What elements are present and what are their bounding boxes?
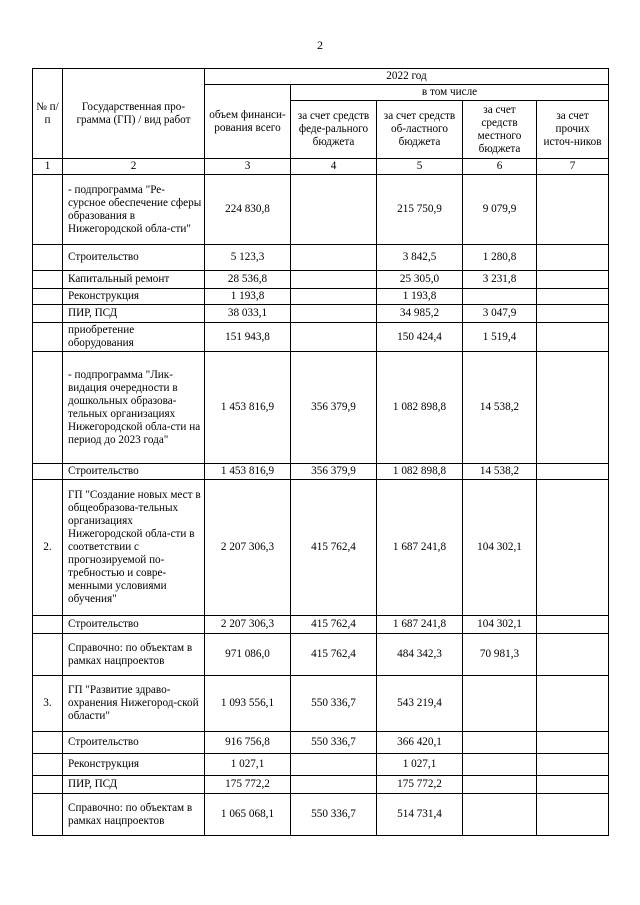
other-value	[537, 732, 609, 754]
row-name: ПИР, ПСД	[63, 305, 205, 323]
other-value	[537, 616, 609, 634]
col-index: 3	[205, 159, 291, 175]
regional-value: 543 219,4	[377, 676, 463, 732]
regional-value: 3 842,5	[377, 245, 463, 271]
other-value	[537, 175, 609, 245]
other-value	[537, 464, 609, 480]
other-value	[537, 305, 609, 323]
row-name: Строительство	[63, 616, 205, 634]
federal-value	[291, 323, 377, 352]
total-value: 2 207 306,3	[205, 616, 291, 634]
total-value: 1 027,1	[205, 754, 291, 776]
regional-value: 1 687 241,8	[377, 616, 463, 634]
other-value	[537, 289, 609, 305]
table-row	[33, 305, 609, 323]
local-value: 14 538,2	[463, 352, 537, 464]
total-value: 1 453 816,9	[205, 464, 291, 480]
local-value: 104 302,1	[463, 616, 537, 634]
federal-value: 356 379,9	[291, 352, 377, 464]
col-index: 5	[377, 159, 463, 175]
total-value: 5 123,3	[205, 245, 291, 271]
total-value: 1 193,8	[205, 289, 291, 305]
local-value: 1 280,8	[463, 245, 537, 271]
row-name: Справочно: по объектам в рамках нацпроектов	[63, 794, 205, 836]
federal-value: 415 762,4	[291, 634, 377, 676]
local-value: 14 538,2	[463, 464, 537, 480]
table-row	[33, 175, 609, 245]
regional-value: 25 305,0	[377, 271, 463, 289]
table-row	[33, 794, 609, 836]
header-regional: за счет средств об-ластного бюджета	[377, 101, 463, 159]
table-row	[33, 352, 609, 464]
local-value: 3 231,8	[463, 271, 537, 289]
table-row	[33, 289, 609, 305]
header-year: 2022 год	[205, 69, 609, 85]
row-name: Капитальный ремонт	[63, 271, 205, 289]
row-number	[33, 175, 63, 245]
total-value: 916 756,8	[205, 732, 291, 754]
page-number: 2	[317, 38, 323, 52]
row-number	[33, 754, 63, 776]
row-number: 2.	[33, 480, 63, 616]
federal-value	[291, 175, 377, 245]
row-name: ПИР, ПСД	[63, 776, 205, 794]
header-local: за счет средств местного бюджета	[463, 101, 537, 159]
row-name: Реконструкция	[63, 289, 205, 305]
table-row	[33, 245, 609, 271]
table-row	[33, 616, 609, 634]
regional-value: 175 772,2	[377, 776, 463, 794]
local-value: 70 981,3	[463, 634, 537, 676]
regional-value: 150 424,4	[377, 323, 463, 352]
row-name: Реконструкция	[63, 754, 205, 776]
row-number	[33, 323, 63, 352]
regional-value: 514 731,4	[377, 794, 463, 836]
total-value: 1 065 068,1	[205, 794, 291, 836]
local-value: 3 047,9	[463, 305, 537, 323]
other-value	[537, 480, 609, 616]
regional-value: 484 342,3	[377, 634, 463, 676]
table-row	[33, 754, 609, 776]
row-name: ГП "Развитие здраво-охранения Нижегород-ской области"	[63, 676, 205, 732]
other-value	[537, 794, 609, 836]
row-number	[33, 271, 63, 289]
table-row	[33, 732, 609, 754]
federal-value: 356 379,9	[291, 464, 377, 480]
row-number	[33, 794, 63, 836]
other-value	[537, 676, 609, 732]
row-number	[33, 352, 63, 464]
row-number: 3.	[33, 676, 63, 732]
row-number	[33, 634, 63, 676]
total-value: 2 207 306,3	[205, 480, 291, 616]
header-federal: за счет средств феде-рального бюджета	[291, 101, 377, 159]
regional-value: 1 082 898,8	[377, 464, 463, 480]
other-value	[537, 352, 609, 464]
local-value	[463, 754, 537, 776]
local-value	[463, 676, 537, 732]
row-number	[33, 732, 63, 754]
col-index: 6	[463, 159, 537, 175]
other-value	[537, 323, 609, 352]
total-value: 151 943,8	[205, 323, 291, 352]
other-value	[537, 271, 609, 289]
row-name: приобретение оборудования	[63, 323, 205, 352]
federal-value	[291, 271, 377, 289]
row-number	[33, 305, 63, 323]
row-number	[33, 289, 63, 305]
table-row	[33, 676, 609, 732]
row-number	[33, 776, 63, 794]
federal-value	[291, 289, 377, 305]
regional-value: 1 082 898,8	[377, 352, 463, 464]
regional-value: 34 985,2	[377, 305, 463, 323]
total-value: 971 086,0	[205, 634, 291, 676]
local-value	[463, 776, 537, 794]
regional-value: 1 193,8	[377, 289, 463, 305]
header-other: за счет прочих источ-ников	[537, 101, 609, 159]
table-row	[33, 323, 609, 352]
federal-value: 550 336,7	[291, 794, 377, 836]
row-number	[33, 616, 63, 634]
local-value	[463, 794, 537, 836]
federal-value: 550 336,7	[291, 676, 377, 732]
regional-value: 1 027,1	[377, 754, 463, 776]
federal-value	[291, 754, 377, 776]
federal-value	[291, 245, 377, 271]
header-including: в том числе	[291, 85, 609, 101]
header-program: Государственная про-грамма (ГП) / вид работ	[63, 69, 205, 159]
row-name: - подпрограмма "Лик-видация очередности в дошкольных образова-тельных организациях Нижегородской обла-сти на период до 2023 года"	[63, 352, 205, 464]
column-index-row	[33, 159, 609, 175]
table-row	[33, 271, 609, 289]
col-index: 7	[537, 159, 609, 175]
regional-value: 215 750,9	[377, 175, 463, 245]
row-name: Строительство	[63, 245, 205, 271]
row-name: - подпрограмма "Ре-сурсное обеспечение сферы образования в Нижегородской обла-сти"	[63, 175, 205, 245]
other-value	[537, 776, 609, 794]
financing-table	[32, 68, 609, 836]
row-number	[33, 464, 63, 480]
regional-value: 366 420,1	[377, 732, 463, 754]
row-name: Строительство	[63, 464, 205, 480]
header-total: объем финанси-рования всего	[205, 85, 291, 159]
federal-value: 415 762,4	[291, 616, 377, 634]
total-value: 224 830,8	[205, 175, 291, 245]
row-name: Строительство	[63, 732, 205, 754]
local-value: 1 519,4	[463, 323, 537, 352]
total-value: 1 453 816,9	[205, 352, 291, 464]
other-value	[537, 754, 609, 776]
local-value	[463, 289, 537, 305]
row-name: Справочно: по объектам в рамках нацпроектов	[63, 634, 205, 676]
local-value: 104 302,1	[463, 480, 537, 616]
total-value: 1 093 556,1	[205, 676, 291, 732]
local-value	[463, 732, 537, 754]
federal-value: 415 762,4	[291, 480, 377, 616]
federal-value: 550 336,7	[291, 732, 377, 754]
table-row	[33, 480, 609, 616]
table-row	[33, 464, 609, 480]
table-row	[33, 634, 609, 676]
row-name: ГП "Создание новых мест в общеобразова-тельных организациях Нижегородской обла-сти в соответствии с прогнозируемой по-требностью и совре-менными условиями обучения"	[63, 480, 205, 616]
local-value: 9 079,9	[463, 175, 537, 245]
federal-value	[291, 305, 377, 323]
other-value	[537, 634, 609, 676]
total-value: 175 772,2	[205, 776, 291, 794]
table-row	[33, 776, 609, 794]
federal-value	[291, 776, 377, 794]
col-index: 1	[33, 159, 63, 175]
col-index: 2	[63, 159, 205, 175]
col-index: 4	[291, 159, 377, 175]
row-number	[33, 245, 63, 271]
other-value	[537, 245, 609, 271]
regional-value: 1 687 241,8	[377, 480, 463, 616]
total-value: 28 536,8	[205, 271, 291, 289]
total-value: 38 033,1	[205, 305, 291, 323]
header-num: № п/п	[33, 69, 63, 159]
